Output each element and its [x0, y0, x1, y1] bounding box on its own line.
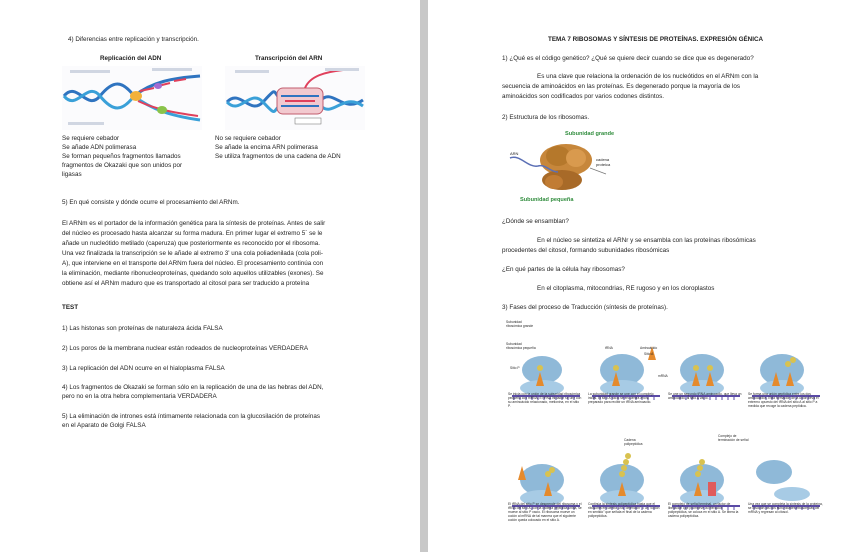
- label-sitio-p: Sitio P: [510, 366, 520, 370]
- left-page: [0, 0, 420, 552]
- q5-line-7: obtiene así el ARNm maduro que es transportado al citosol para ser traducido a proteína: [62, 280, 310, 287]
- q5-heading: 5) En qué consiste y dónde ocurre el procesamiento del ARNm.: [62, 199, 240, 206]
- q3-heading: 3) Fases del proceso de Traducción (síntesis de proteínas).: [502, 304, 668, 311]
- chapter-title: TEMA 7 RIBOSOMAS Y SÍNTESIS DE PROTEÍNAS. EXPRESIÓN GÉNICA: [548, 36, 764, 43]
- test-item-5b: en el Aparato de Golgi FALSA: [62, 422, 146, 429]
- ribosome-label-chain: cadena proteica: [596, 157, 611, 167]
- rep-line-4: fragmentos de Okazaki que son unidos por: [62, 162, 183, 169]
- tr-line-2: Se añade la encima ARN polimerasa: [215, 144, 318, 151]
- caption-bottom-2: Continúa la síntesis polipeptídica hasta que el ribosoma encuentra una "detención" o un "codón en sentido" que señala el final de la cadena polipeptídica.: [588, 502, 660, 518]
- label-mrna: mRNA: [658, 374, 668, 378]
- q4-heading: 4) Diferencias entre replicación y transcripción.: [68, 36, 199, 43]
- test-item-5a: 5) La eliminación de intrones está íntimamente relacionada con la glucosilación de proteínas: [62, 413, 320, 420]
- replication-title: Replicación del ADN: [100, 55, 162, 62]
- caption-top-4: Se forma una unión peptídica entre los dos aminoácidos. Esta formación de la unión lleva el extremo opuesto del tRNA del sitio A al sitio P a medida que recoge la cadena peptídica.: [748, 392, 819, 408]
- ribosome-label-large: Subunidad grande: [565, 131, 615, 137]
- label-aa: Aminoácido: [640, 346, 658, 350]
- ans-where-line-2: procedentes del citosol, formando subunidades ribosómicas: [502, 247, 670, 254]
- rep-line-2: Se añade ADN polimerasa: [62, 144, 137, 151]
- ribosome-label-arn: ARN: [510, 151, 519, 156]
- q1-line-1: Es una clave que relaciona la ordenación de los nucleótidos en el ARNm con la: [537, 73, 759, 80]
- label-sub-large: Subunidad ribosómica grande: [506, 320, 534, 328]
- ribosome-label-small: Subunidad pequeña: [520, 197, 574, 203]
- ans-where-line-1: En el núcleo se sintetiza el ARNr y se ensambla con las proteínas ribosómicas: [537, 237, 756, 244]
- caption-top-1: Se inicia con la unión de la subunidad ribosómica pequeña con mRNA. El tRNA iniciador se une con su aminoácido relacionado, metionina, en el sitio P.: [508, 392, 582, 408]
- test-item-4b: pero no en la otra hebra complementaria VERDADERA: [62, 393, 217, 400]
- q-where-assembled: ¿Dónde se ensamblan?: [502, 218, 569, 225]
- replication-diagram: [62, 66, 202, 130]
- test-item-2: 2) Los poros de la membrana nuclear están rodeados de nucleoproteínas VERDADERA: [62, 345, 309, 352]
- q5-line-1: El ARNm es el portador de la información genética para la síntesis de proteínas. Antes de salir: [62, 220, 326, 227]
- q5-line-5: A), que interviene en el transporte del ARNm fuera del núcleo. El procesamiento continúa con: [62, 260, 324, 267]
- label-trna: tRNA: [605, 346, 613, 350]
- q1-line-2: secuencia de aminoácidos en las proteínas. Es degenerado porque la mayoría de los: [502, 83, 741, 90]
- transcription-diagram: [225, 66, 365, 130]
- ans-where-ribosomes: En el citoplasma, mitocondrias, RE rugoso y en los cloroplastos: [537, 285, 715, 292]
- rep-line-3: Se forman pequeños fragmentos llamados: [62, 153, 181, 160]
- rep-line-1: Se requiere cebador: [62, 135, 120, 142]
- caption-bottom-4: Una vez que se completa la síntesis de la proteína, se disocian las dos subunidades ribosómicas del mRNA y regresan al citosol.: [748, 502, 823, 514]
- tr-line-1: No se requiere cebador: [215, 135, 281, 142]
- label-chain: Cadena polipeptídica: [624, 438, 643, 446]
- q1-heading: 1) ¿Qué es el código genético? ¿Qué se quiere decir cuando se dice que es degenerado?: [502, 55, 754, 62]
- q-where-ribosomes: ¿En qué partes de la célula hay ribosomas?: [502, 266, 625, 273]
- q1-line-3: aminoácidos son codificados por varios codones distintos.: [502, 93, 665, 100]
- q5-line-4: Una vez finalizada la transcripción se le añade al extremo 3' una cola poliadenilada (cola poli-: [62, 250, 323, 257]
- caption-top-2: La subunidad grande se une con el complejo inicial. El sitio A vacío se encuentra ahora preparado para recibir un tRNA aminoacilo.: [588, 392, 654, 404]
- test-item-3: 3) La replicación del ADN ocurre en el hialoplasma FALSA: [62, 365, 225, 372]
- test-item-4a: 4) Los fragmentos de Okazaki se forman sólo en la replicación de una de las hebras del ADN,: [62, 384, 324, 391]
- label-complex: Complejo de terminación de señal: [718, 434, 749, 442]
- right-page: [428, 0, 848, 552]
- caption-bottom-3: El complejo de señal terminal, un factor de liberación que promueve la liberación polipeptídica, se coloca en el sitio A. Se libera la cadena polipeptídica.: [668, 502, 739, 518]
- test-heading: TEST: [62, 304, 79, 311]
- q5-line-3: añade un nucleótido metilado (caperuza) que posteriormente es reconocido por el ribosoma.: [62, 240, 320, 247]
- caption-bottom-1: El tRNA del sitio P se desprende del ribosoma y el tRNA del sitio A, con la cadena peptídica unida, se mueve al sitio P vacío. El ribosoma mueve un codón al mRNA de tal manera que el siguiente codón queda colocado en el sitio A.: [508, 502, 582, 522]
- rep-line-5: ligasas: [62, 171, 82, 178]
- transcription-title: Transcripción del ARN: [255, 55, 323, 62]
- q5-line-2: del núcleo es procesado hasta alcanzar su forma madura. En primer lugar el extremo 5´ se le: [62, 230, 323, 237]
- q2-heading: 2) Estructura de los ribosomas.: [502, 114, 590, 121]
- label-sub-small: Subunidad ribosómica pequeña: [506, 342, 536, 350]
- q5-line-6: la eliminación, mediante ribonucleoproteínas, quedando solo aquellos utilizables (exones). Se: [62, 270, 324, 277]
- test-item-1: 1) Las histonas son proteínas de naturaleza ácida FALSA: [62, 325, 223, 332]
- caption-top-3: Se une un segundo tRNA aminoacilo, que lleva un aminoácido, al sitio A vacío.: [668, 392, 742, 400]
- tr-line-3: Se utiliza fragmentos de una cadena de ADN: [215, 153, 341, 160]
- label-sitio-a: Sitio A: [644, 352, 654, 356]
